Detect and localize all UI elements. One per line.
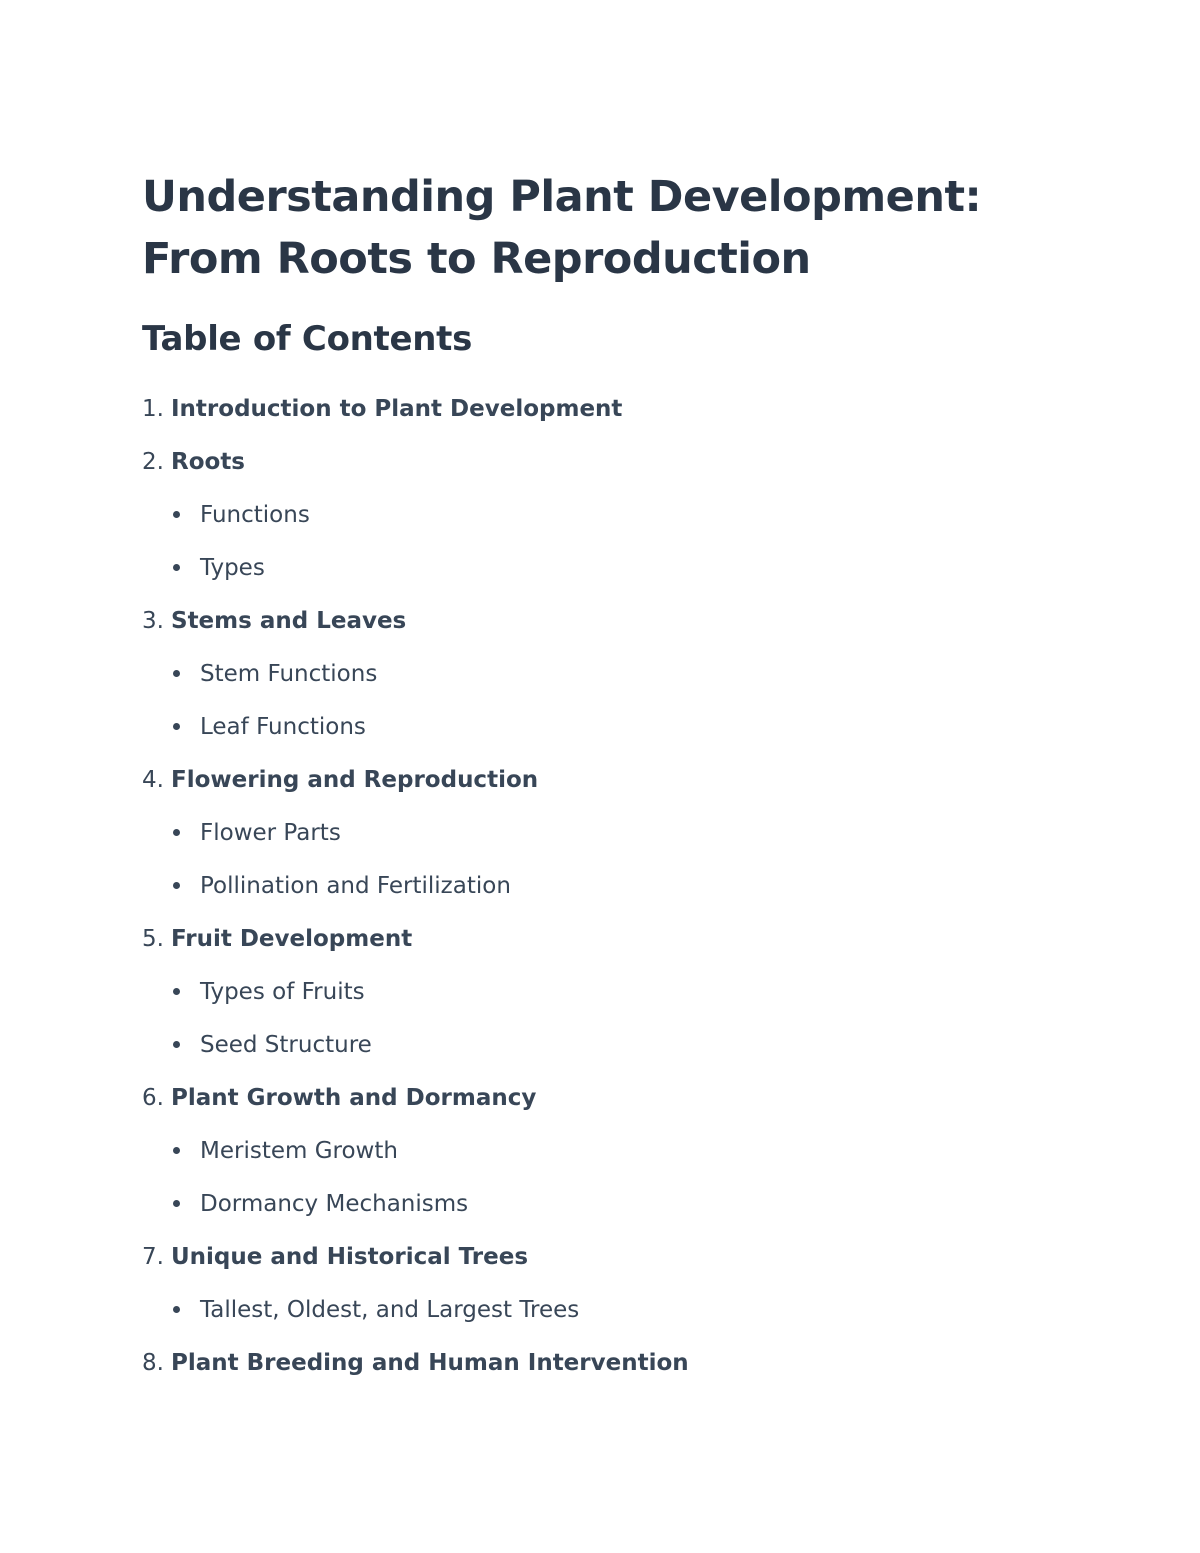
toc-section-title: Unique and Historical Trees <box>171 1243 529 1270</box>
toc-section-title: Fruit Development <box>171 925 413 952</box>
toc-section-number: 7. <box>142 1243 164 1270</box>
toc-subsection <box>142 965 1042 1018</box>
document-page <box>142 166 1042 1389</box>
bullet-icon <box>173 829 180 836</box>
toc-section-number: 4. <box>142 766 164 793</box>
toc-subsection-title: Leaf Functions <box>200 713 366 740</box>
bullet-icon <box>173 670 180 677</box>
bullet-icon <box>173 723 180 730</box>
bullet-icon <box>173 564 180 571</box>
toc-section <box>142 382 1042 435</box>
toc-section <box>142 1071 1042 1124</box>
toc-subsection-title: Functions <box>200 501 310 528</box>
table-of-contents <box>142 382 1042 1389</box>
bullet-icon <box>173 882 180 889</box>
toc-section-title: Introduction to Plant Development <box>171 395 623 422</box>
toc-section-title: Flowering and Reproduction <box>171 766 539 793</box>
toc-subsection-title: Stem Functions <box>200 660 378 687</box>
toc-section-title: Plant Growth and Dormancy <box>171 1084 537 1111</box>
bullet-icon <box>173 988 180 995</box>
toc-subsection-title: Pollination and Fertilization <box>200 872 511 899</box>
toc-subsection <box>142 859 1042 912</box>
toc-section-number: 6. <box>142 1084 164 1111</box>
toc-subsection-title: Dormancy Mechanisms <box>200 1190 469 1217</box>
toc-section-number: 2. <box>142 448 164 475</box>
toc-section-title: Roots <box>171 448 245 475</box>
toc-subsection <box>142 1283 1042 1336</box>
toc-section <box>142 435 1042 488</box>
toc-subsection <box>142 647 1042 700</box>
toc-section <box>142 594 1042 647</box>
document-title-line-2: From Roots to Reproduction <box>142 234 811 284</box>
bullet-icon <box>173 1041 180 1048</box>
toc-subsection <box>142 1124 1042 1177</box>
toc-section-number: 8. <box>142 1349 164 1376</box>
document-title-line-1: Understanding Plant Development: <box>142 172 982 222</box>
toc-section <box>142 753 1042 806</box>
toc-subsection-title: Seed Structure <box>200 1031 372 1058</box>
bullet-icon <box>173 511 180 518</box>
toc-subsection-title: Meristem Growth <box>200 1137 398 1164</box>
toc-subsection-title: Flower Parts <box>200 819 341 846</box>
toc-heading: Table of Contents <box>142 319 473 359</box>
toc-subsection <box>142 541 1042 594</box>
bullet-icon <box>173 1200 180 1207</box>
toc-section-title: Plant Breeding and Human Intervention <box>171 1349 689 1376</box>
toc-section-number: 3. <box>142 607 164 634</box>
document-title <box>142 166 1042 290</box>
toc-subsection <box>142 1018 1042 1071</box>
toc-subsection <box>142 1177 1042 1230</box>
toc-subsection <box>142 488 1042 541</box>
toc-section <box>142 912 1042 965</box>
toc-section <box>142 1336 1042 1389</box>
toc-subsection <box>142 806 1042 859</box>
toc-section-title: Stems and Leaves <box>171 607 407 634</box>
toc-subsection-title: Tallest, Oldest, and Largest Trees <box>200 1296 580 1323</box>
toc-section <box>142 1230 1042 1283</box>
bullet-icon <box>173 1147 180 1154</box>
toc-subsection-title: Types <box>200 554 265 581</box>
toc-subsection <box>142 700 1042 753</box>
toc-section-number: 1. <box>142 395 164 422</box>
bullet-icon <box>173 1306 180 1313</box>
toc-section-number: 5. <box>142 925 164 952</box>
toc-subsection-title: Types of Fruits <box>200 978 365 1005</box>
